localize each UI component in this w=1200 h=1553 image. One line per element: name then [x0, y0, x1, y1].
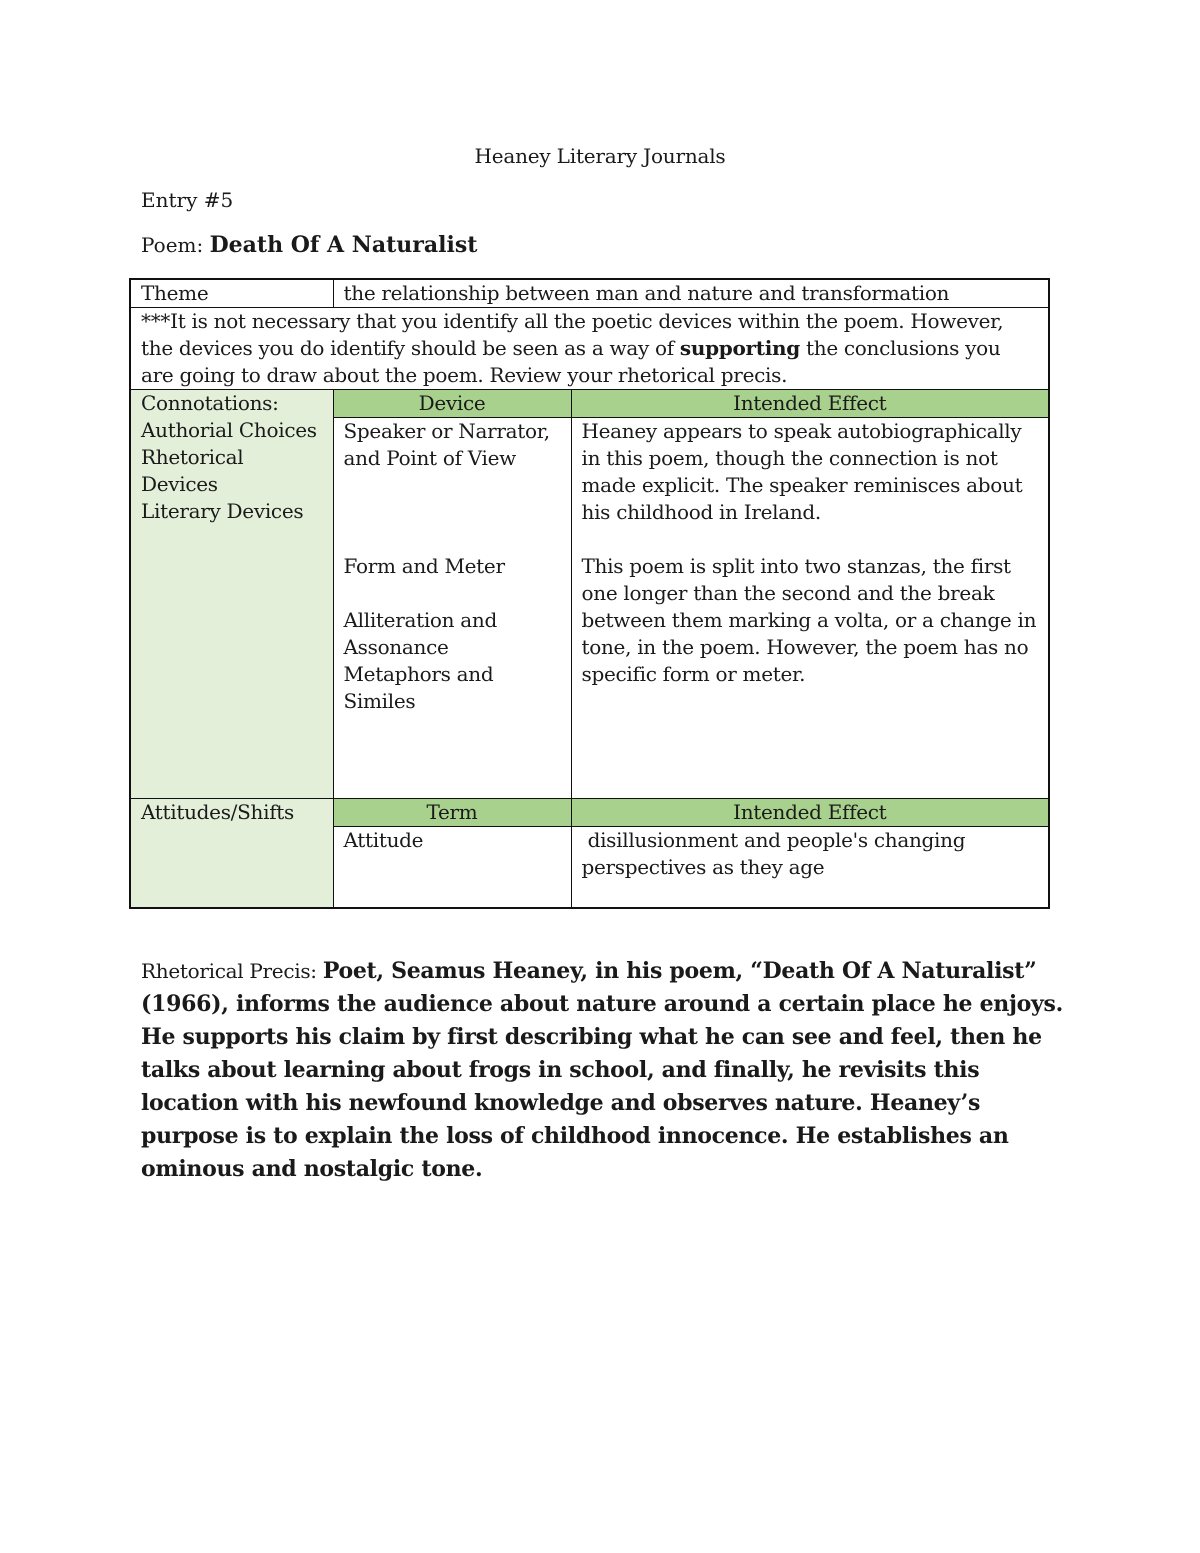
- instruction-row: [130, 308, 1049, 390]
- attitude-effect: disillusionment and people's changing perspectives as they age: [571, 827, 1049, 909]
- effect-cell: [571, 418, 1049, 799]
- device-alliteration: Alliteration and Assonance: [343, 608, 498, 659]
- connotation-item: Authorial Choices: [141, 418, 317, 442]
- connotation-item: Literary Devices: [141, 499, 304, 523]
- device-metaphors: Metaphors and Similes: [343, 662, 494, 713]
- poem-label: Poem:: [141, 233, 210, 257]
- poem-title: Death Of A Naturalist: [209, 232, 478, 258]
- connotations-label: Connotations:: [141, 391, 279, 415]
- precis-body: Poet, Seamus Heaney, in his poem, “Death Of A Naturalist” (1966), informs the audience about nature around a certain place he enjoys. He supports his claim by first describing what he can see and feel, then he talks about learning about frogs in school, and finally, he revisits this location with his newfound knowledge and observes nature. Heaney’s purpose is to explain the loss of childhood innocence. He establishes an ominous and nostalgic tone.: [141, 958, 1063, 1182]
- connotations-cell: [130, 390, 333, 799]
- poem-line: [141, 232, 477, 258]
- document-title: Heaney Literary Journals: [474, 144, 726, 168]
- effect-form: This poem is split into two stanzas, the first one longer than the second and the break between them marking a volta, or a change in tone, in the poem. However, the poem has no specific form or meter.: [581, 554, 1037, 686]
- attitude-effect-column-header: Intended Effect: [571, 799, 1049, 827]
- instruction-text-2: the conclusions you are going to draw about the poem. Review your rhetorical precis.: [141, 336, 1001, 387]
- effect-column-header: Intended Effect: [571, 390, 1049, 418]
- device-cell: [333, 418, 571, 799]
- attitudes-label: Attitudes/Shifts: [130, 799, 333, 909]
- entry-number: Entry #5: [141, 188, 234, 212]
- device-column-header: Device: [333, 390, 571, 418]
- device-speaker: Speaker or Narrator, and Point of View: [343, 419, 550, 470]
- term-column-header: Term: [333, 799, 571, 827]
- rhetorical-precis: [141, 955, 1071, 1186]
- attitudes-header-row: [130, 799, 1049, 827]
- theme-value: the relationship between man and nature and transformation: [333, 279, 1049, 308]
- instruction-text-1: ***It is not necessary that you identify all the poetic devices within the poem. However, the devices you do identify should be seen as a way of: [141, 309, 1004, 360]
- effect-speaker: Heaney appears to speak autobiographically in this poem, though the connection is not made explicit. The speaker reminisces about his childhood in Ireland.: [581, 419, 1023, 524]
- instruction-emphasis: supporting: [679, 336, 800, 360]
- theme-label: Theme: [130, 279, 333, 308]
- instruction-note: [130, 308, 1049, 390]
- device-header-row: [130, 390, 1049, 418]
- precis-label: Rhetorical Precis:: [141, 959, 323, 983]
- connotation-item: Rhetorical Devices: [141, 445, 244, 496]
- journal-table: [129, 278, 1050, 909]
- device-form: Form and Meter: [343, 554, 505, 578]
- theme-row: [130, 279, 1049, 308]
- attitude-term: Attitude: [333, 827, 571, 909]
